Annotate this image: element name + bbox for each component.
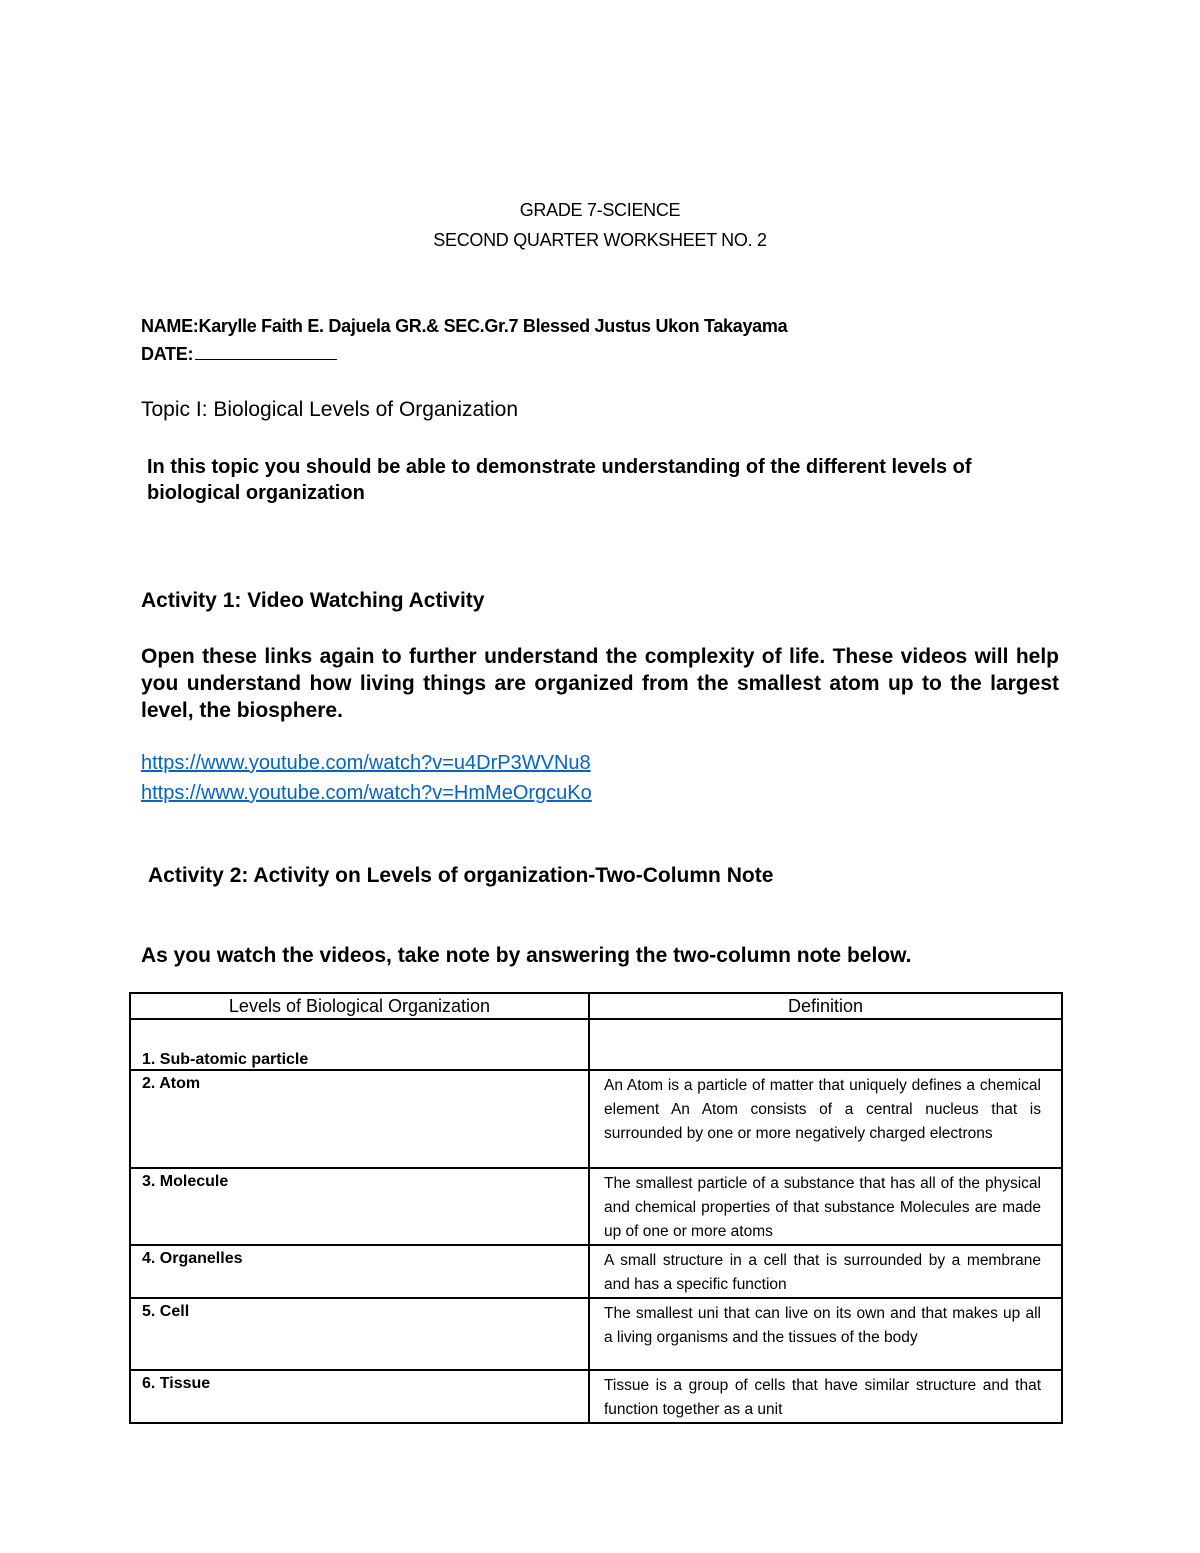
definition-cell[interactable]: A small structure in a cell that is surrounded by a membrane and has a specific function (589, 1245, 1062, 1298)
worksheet-title: GRADE 7-SCIENCE (519, 200, 681, 220)
table-row (130, 1168, 1062, 1245)
date-line (141, 343, 337, 365)
level-cell: 5. Cell (130, 1298, 589, 1370)
definition-cell[interactable] (589, 1019, 1062, 1070)
topic-title: Topic I: Biological Levels of Organization (141, 398, 519, 421)
date-label: DATE: (141, 344, 194, 364)
level-cell: 1. Sub-atomic particle (130, 1019, 589, 1070)
table-row (130, 1019, 1062, 1070)
definition-cell[interactable]: The smallest uni that can live on its own and that makes up all a living organisms and the tissues of the body (589, 1298, 1062, 1370)
table-row (130, 1245, 1062, 1298)
table-row (130, 1370, 1062, 1423)
table-row (130, 1070, 1062, 1168)
activity2-title: Activity 2: Activity on Levels of organization-Two-Column Note (148, 864, 774, 887)
definition-cell[interactable]: An Atom is a particle of matter that uniquely defines a chemical element An Atom consists of a central nucleus that is surrounded by one or more negatively charged electrons (589, 1070, 1062, 1168)
date-blank-field[interactable] (195, 343, 337, 360)
student-name-line: NAME:Karylle Faith E. Dajuela GR.& SEC.Gr.7 Blessed Justus Ukon Takayama (141, 316, 788, 336)
worksheet-subtitle: SECOND QUARTER WORKSHEET NO. 2 (433, 230, 767, 250)
video-link-1[interactable]: https://www.youtube.com/watch?v=u4DrP3WVNu8 (141, 752, 591, 774)
activity2-instructions: As you watch the videos, take note by answering the two-column note below. (141, 944, 912, 967)
level-cell: 3. Molecule (130, 1168, 589, 1245)
two-column-note-table (129, 992, 1063, 1424)
level-cell: 2. Atom (130, 1070, 589, 1168)
header-levels: Levels of Biological Organization (130, 993, 589, 1019)
level-cell: 4. Organelles (130, 1245, 589, 1298)
topic-intro: In this topic you should be able to demonstrate understanding of the different levels of biological organization (147, 456, 972, 504)
definition-cell[interactable]: Tissue is a group of cells that have similar structure and that function together as a unit (589, 1370, 1062, 1423)
video-link-2[interactable]: https://www.youtube.com/watch?v=HmMeOrgcuKo (141, 782, 592, 804)
activity1-instructions: Open these links again to further understand the complexity of life. These videos will help you understand how living things are organized from the smallest atom up to the largest level, the biosphere. (141, 645, 1059, 722)
header-definition: Definition (589, 993, 1062, 1019)
table-header-row (130, 993, 1062, 1019)
activity1-title: Activity 1: Video Watching Activity (141, 589, 485, 612)
definition-cell[interactable]: The smallest particle of a substance that has all of the physical and chemical properties of that substance Molecules are made up of one or more atoms (589, 1168, 1062, 1245)
table-row (130, 1298, 1062, 1370)
level-cell: 6. Tissue (130, 1370, 589, 1423)
